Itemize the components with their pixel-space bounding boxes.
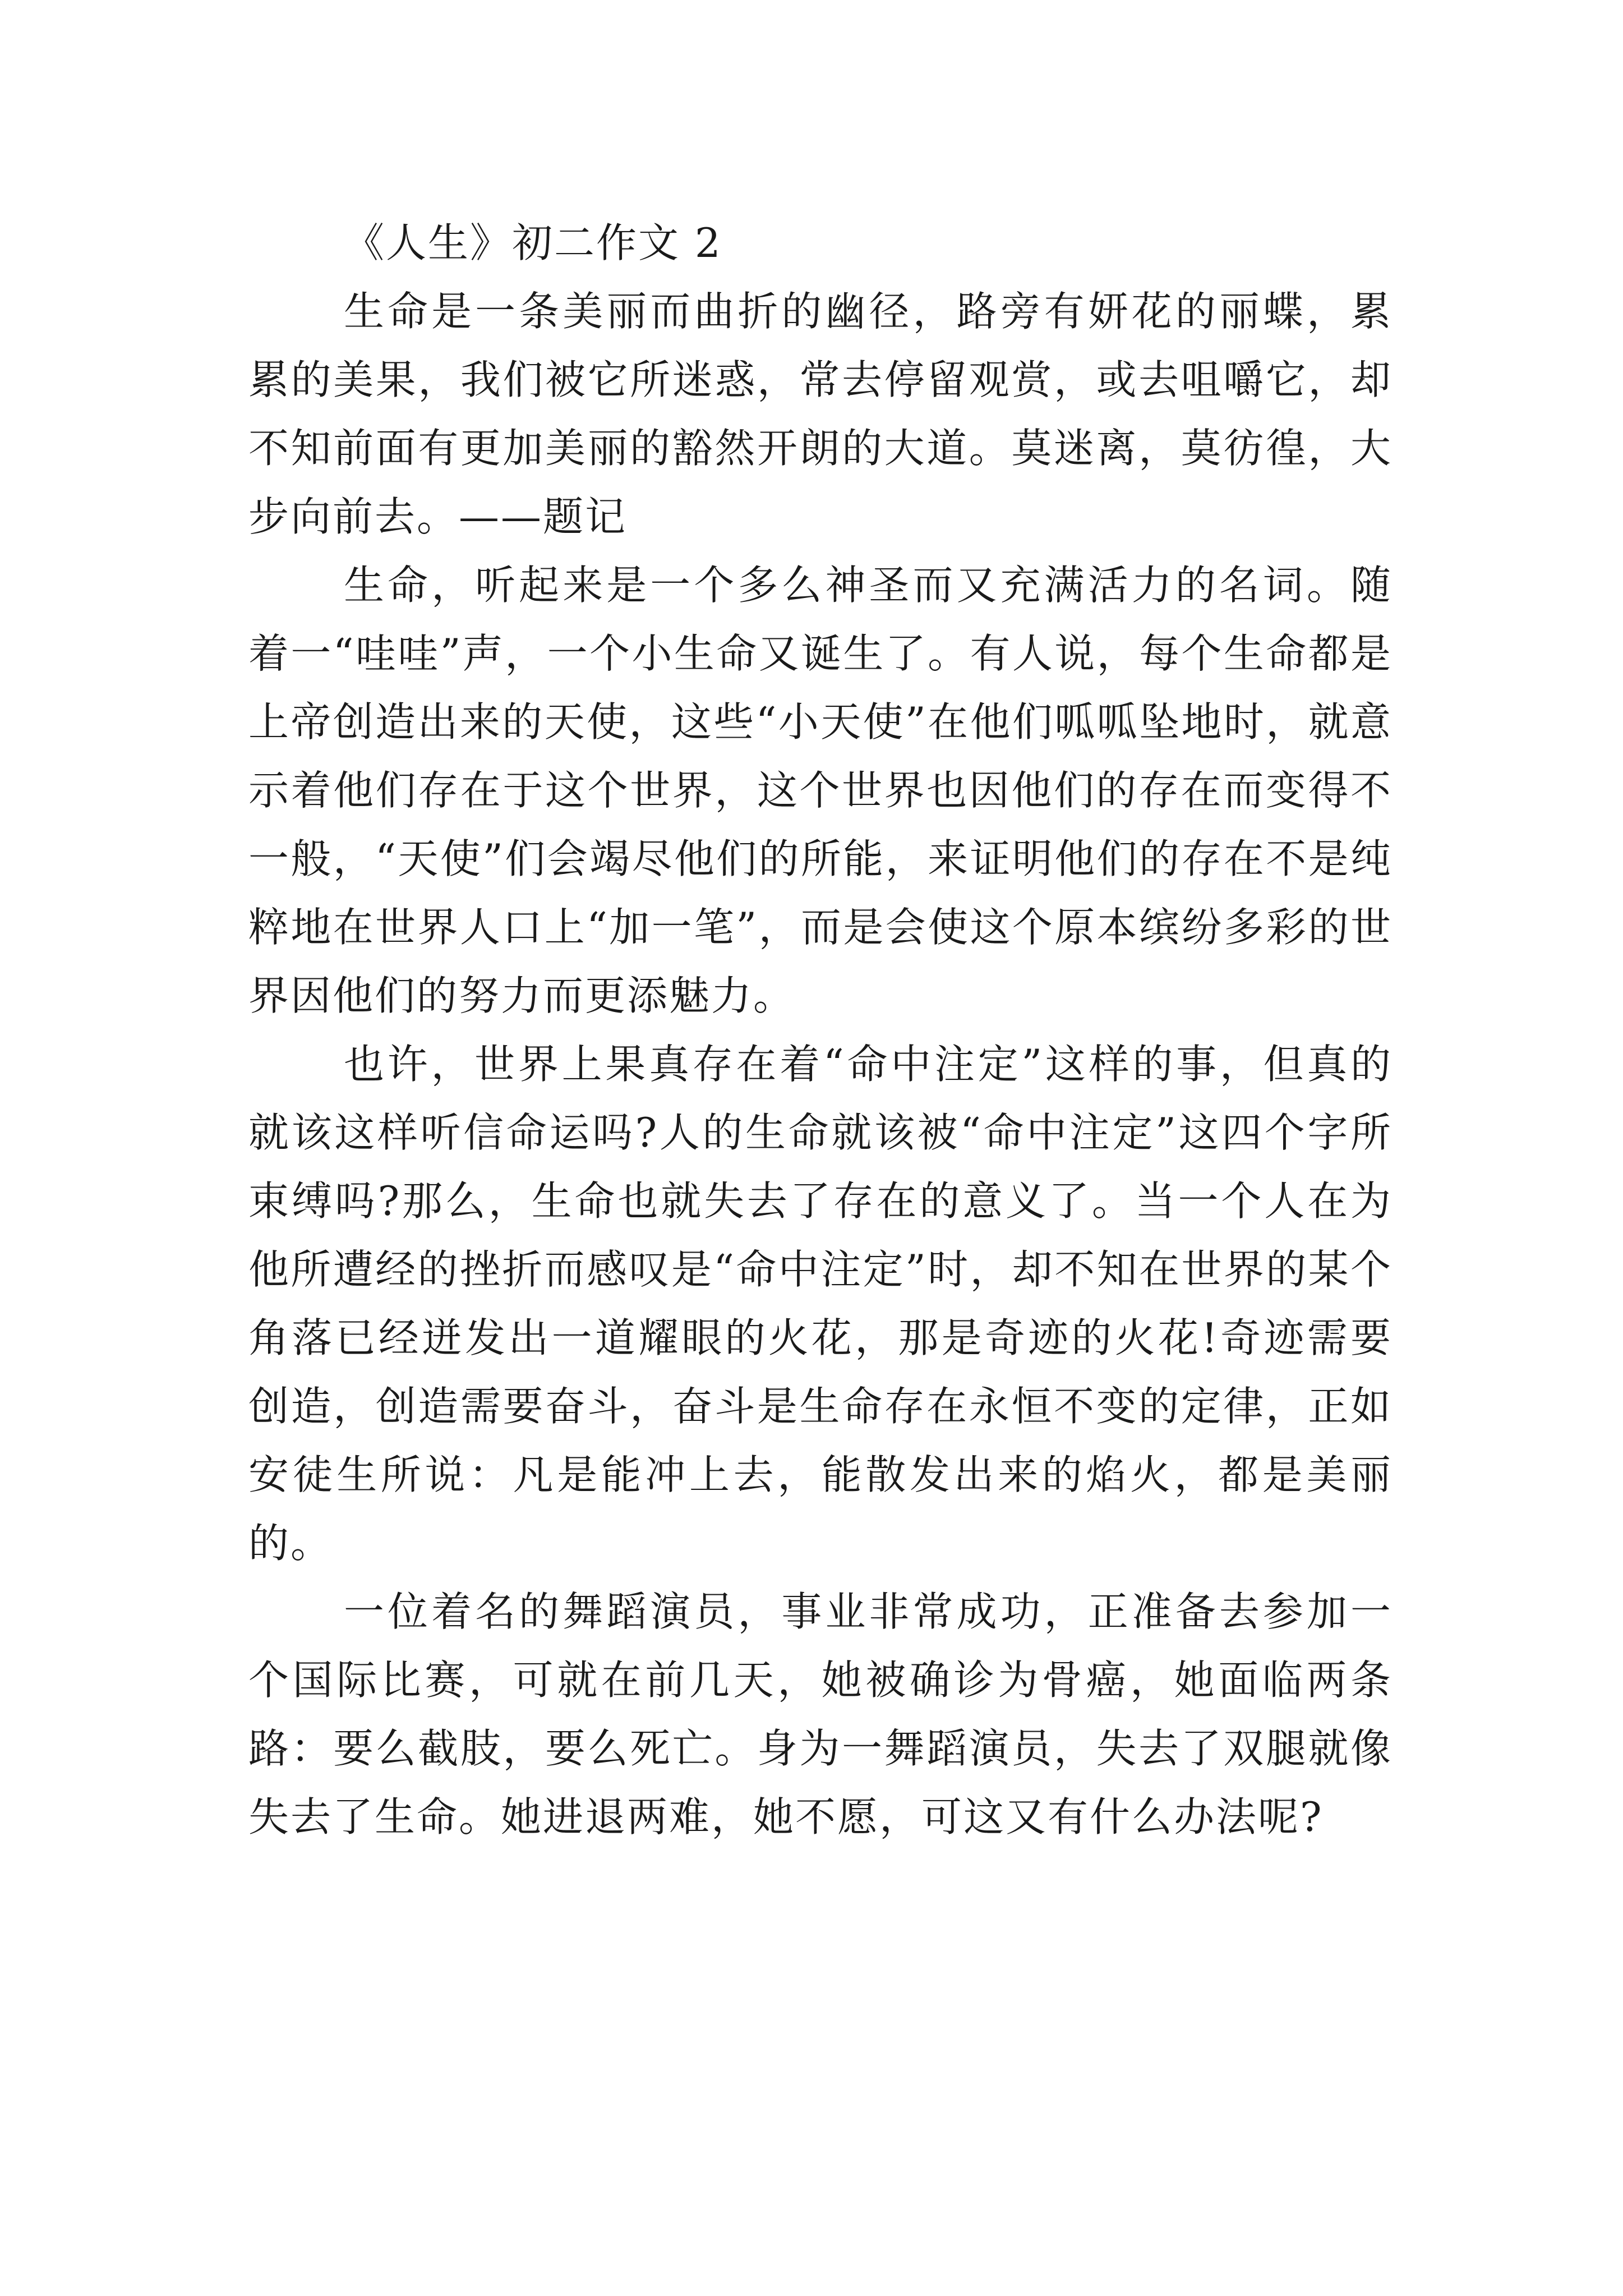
essay-title: 《人生》初二作文 2 — [344, 219, 722, 266]
paragraph-destiny: 也许，世界上果真存在着“命中注定”这样的事，但真的就该这样听信命运吗?人的生命就该被“命中注定”这四个字所束缚吗?那么，生命也就失去了存在的意义了。当一个人在为他所遭经的挫折而感叹是“命中注定”时，却不知在世界的某个角落已经迸发出一道耀眼的火花，那是奇迹的火花!奇迹需要创造，创造需要奋斗，奋斗是生命存在永恒不变的定律，正如安徒生所说：凡是能冲上去，能散发出来的焰火，都是美丽的。 — [248, 1041, 1393, 1567]
essay-body — [248, 209, 1393, 1851]
paragraph-epigraph: 生命是一条美丽而曲折的幽径，路旁有妍花的丽蝶，累累的美果，我们被它所迷惑，常去停留观赏，或去咀嚼它，却不知前面有更加美丽的豁然开朗的大道。莫迷离，莫彷徨，大步向前去。——题记 — [248, 288, 1393, 540]
paragraph-dancer: 一位着名的舞蹈演员，事业非常成功，正准备去参加一个国际比赛，可就在前几天，她被确诊为骨癌，她面临两条路：要么截肢，要么死亡。身为一舞蹈演员，失去了双腿就像失去了生命。她进退两难，她不愿，可这又有什么办法呢? — [248, 1588, 1393, 1841]
paragraph-life-birth: 生命，听起来是一个多么神圣而又充满活力的名词。随着一“哇哇”声，一个小生命又诞生了。有人说，每个生命都是上帝创造出来的天使，这些“小天使”在他们呱呱坠地时，就意示着他们存在于这个世界，这个世界也因他们的存在而变得不一般，“天使”们会竭尽他们的所能，来证明他们的存在不是纯粹地在世界人口上“加一笔”，而是会使这个原本缤纷多彩的世界因他们的努力而更添魅力。 — [248, 562, 1393, 1019]
